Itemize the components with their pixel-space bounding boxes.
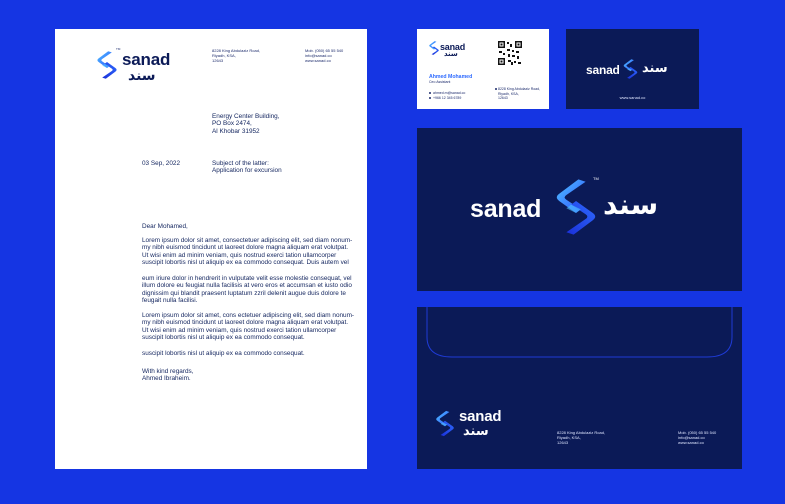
logo-wordmark-latin: sanad (586, 63, 620, 77)
letter-subject: Subject of the latter: Application for excursion (212, 160, 282, 175)
logo-wordmark-arabic: سند (642, 61, 668, 76)
business-card-front (417, 29, 549, 109)
letter-closing: With kind regards, Ahmed Ibraheim. (142, 368, 194, 383)
envelope-flap (417, 307, 742, 361)
letterhead (55, 29, 367, 469)
tm-mark: TM (116, 47, 121, 51)
letter-greeting: Dear Mohamed, (142, 223, 188, 230)
logo-wordmark-arabic: سند (128, 68, 156, 84)
phone-icon (429, 97, 431, 99)
card-address: 8228 King Abdulaziz Road, Riyadh, KSA, 12643 (498, 87, 541, 100)
logo-wordmark-latin: sanad (459, 408, 502, 425)
logo-wordmark-latin: sanad (440, 42, 466, 52)
card-person-name: Ahmed Mohamed (429, 74, 473, 80)
letter-paragraph: Lorem ipsum dolor sit amet, consectetuer adipiscing elit, sed diam nonum- my nibh euismod tincidunt ut laoreet dolore magna aliquam erat volutpat. Ut wisi enim ad minim veniam, quis nostrud exerci tation ullamcorper suscipit lobortis nisl ut aliquip ex ea commodo consequat. Duis autem vel (142, 237, 353, 267)
sanad-emblem-icon (428, 38, 440, 58)
envelope (417, 307, 742, 469)
sanad-emblem-icon (552, 174, 600, 240)
logo-wordmark-arabic: سند (463, 424, 489, 439)
letter-paragraph: suscipit lobortis nisl ut aliquip ex ea commodo consequat. (142, 350, 305, 357)
recipient-address: Energy Center Building, PO Box 2474, Al Khobar 31952 (212, 113, 280, 135)
location-icon (495, 88, 497, 90)
business-card-back (566, 29, 699, 109)
sanad-emblem-icon (95, 47, 119, 83)
logo-wordmark-arabic: سند (603, 188, 659, 221)
card-phone: +966 12 345 6789 (433, 96, 462, 100)
letter-paragraph: Lorem ipsum dolor sit amet, cons ectetuer adipiscing elit, sed diam nonum- my nibh euismod tincidunt ut laoreet dolore magna aliquam erat volutpat. Ut wisi enim ad minim veniam, quis nostrud exerci tation ullamcorper suscipit lobortis nisl ut aliquip ex ea commodo consequat. (142, 312, 355, 342)
envelope-contact: Mob. (050) 65 55 540 info@sanad.co www.sanad.co (678, 430, 717, 445)
envelope-address: 8228 King Abdulaziz Road, Riyadh, KSA, 12643 (557, 430, 606, 445)
email-icon (429, 92, 431, 94)
sanad-emblem-icon (622, 57, 639, 81)
tm-mark: TM (593, 176, 599, 181)
card-email: ahmed.m@sanad.co (433, 91, 466, 95)
logo-wordmark-latin: sanad (122, 50, 171, 69)
header-address: 8228 King Abdulaziz Road, Riyadh, KSA, 12643 (212, 48, 261, 63)
letter-date: 03 Sep, 2022 (142, 160, 181, 167)
brand-panel (417, 128, 742, 291)
header-contact: Mob. (050) 65 55 540 info@sanad.co www.sanad.co (305, 48, 344, 63)
logo-wordmark-latin: sanad (470, 195, 542, 223)
card-website: www.sanad.co (619, 95, 646, 100)
sanad-emblem-icon (434, 406, 456, 441)
qr-code-icon (497, 40, 523, 66)
letter-paragraph: eum iriure dolor in hendrerit in vulputate velit esse molestie consequat, vel illum dolore eu feugiat nulla facilisis at vero eros et accumsan et iusto odio dignissim qui blandit praesent luptatum zzril delenit augue duis dolore te feugait nulla facilisi. (142, 275, 352, 305)
card-person-title: Ceo Assistant (429, 80, 451, 84)
logo-wordmark-arabic: سند (444, 50, 458, 58)
